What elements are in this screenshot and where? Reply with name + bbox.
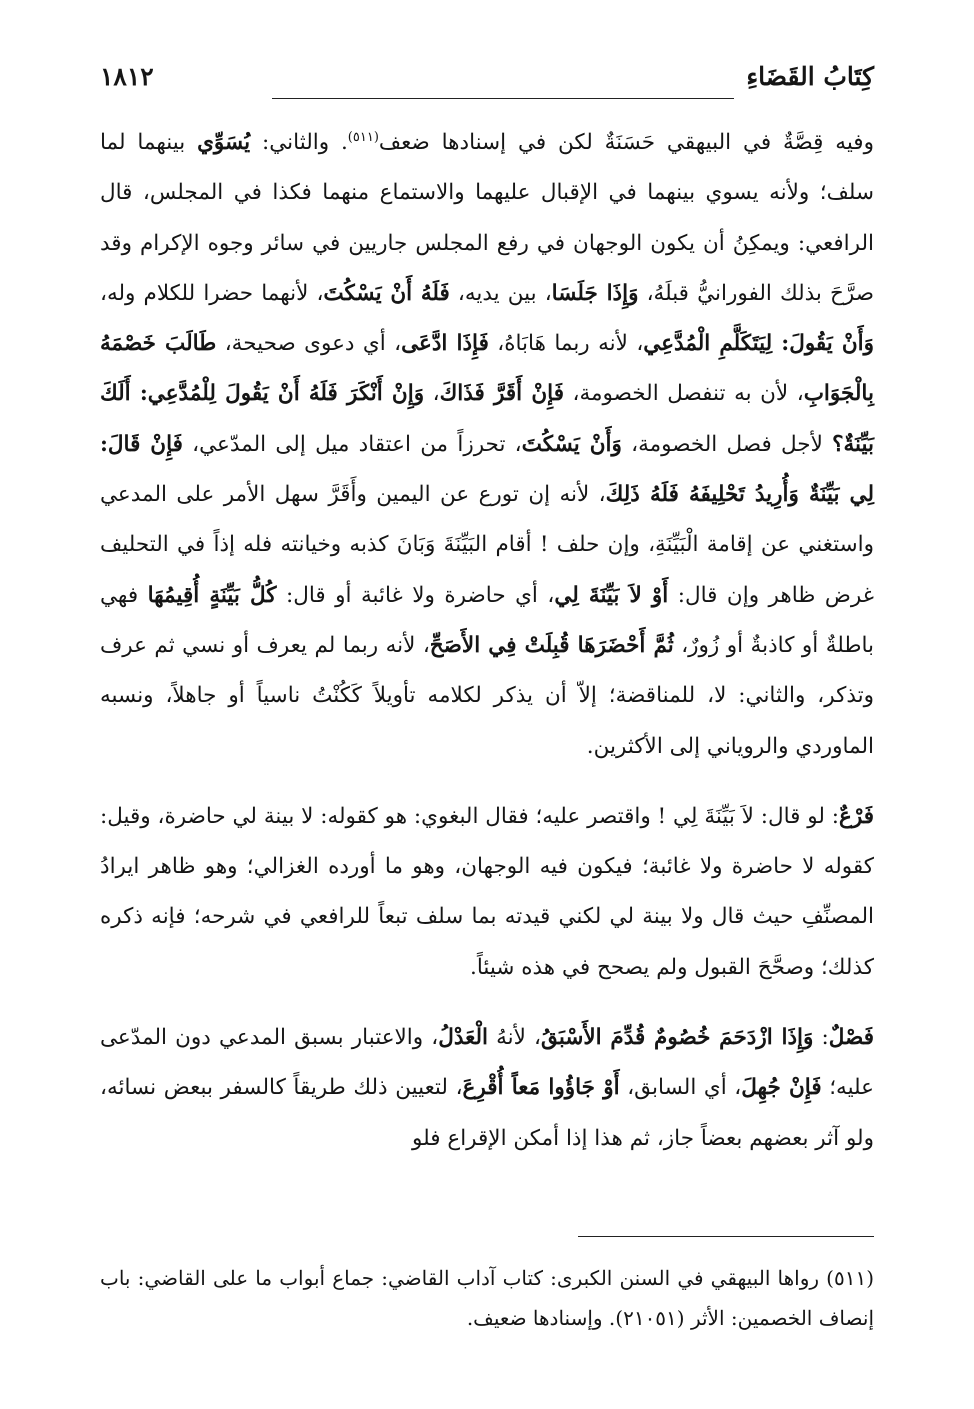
sharh-text: ، لأنه ربما لم يعرف أو نسي ثم عرف وتذكر، والثاني: لا، للمناقضة؛ إلاّ أن يذكر لكلامه تأويلاً كَكُنْتُ ناسياً أو جاهلاً، ونسبه الماوردي والروياني إلى الأكثرين. — [100, 632, 874, 759]
sharh-text: ، لأنهُ — [488, 1025, 541, 1051]
matn-text: فَإِنْ قَالَ: لِي بَيِّنَةٌ وَأُرِيدُ تَحْلِيفَهُ فَلَهُ ذَلِكَ — [100, 431, 874, 508]
matn-text: أَوْ جَاؤُوا مَعاً أُقْرِعَ — [462, 1075, 620, 1101]
matn-text: يُسَوِّي — [197, 130, 251, 155]
matn-text: أَوْ لاَ بَيِّنَةَ لِي — [554, 582, 669, 608]
matn-text: فَصْلٌ — [828, 1025, 874, 1051]
sharh-text: بينهما لما سلف؛ ولأنه يسوي بينهما في الإقبال عليهما والاستماع منهما فكذا في المجلس، قال الرافعي: ويمكِنُ أن يكون الوجهان في رفع المجلس جاريين في سائر وجوه الإكرام وقد صرَّحَ بذلك الفورانيُّ قبلَهُ، — [100, 130, 875, 306]
matn-text: طَالَبَ خَصْمَهُ بِالْجَوَابِ — [100, 331, 874, 407]
sharh-text: . والثاني: — [250, 130, 348, 155]
sharh-text: ، لأنه إن تورع عن اليمين وأَقَرَّ سهل الأمر على المدعي واستغني عن إقامة الْبَيِّنَةِ، وإن حلف ! أقام البَيِّنَةَ وَبَانَ كذبه وخيانته فله إذاً في التحليف غرض ظاهر وإن قال: — [100, 482, 874, 608]
page-number: ١٨١٢ — [100, 62, 154, 91]
sharh-text: : لو قال: لاَ بَيِّنَةَ لِي ! واقتصر عليه؛ فقال البغوي: هو كقوله: لا بينة لي حاضرة، وقيل: كقوله لا حاضرة ولا غائبة؛ فيكون فيه الوجهان، وهو ما أورده الغزالي؛ وهو ظاهر ايرادُ المصنِّفِ حيث قال ولا بينة لي لكني قيدته بما سلف تبعاً للرافعي في شرحه؛ فإنه ذكره كذلك؛ وصحَّحَ القبول ولم يصحح في هذه شيئاً. — [100, 803, 874, 980]
sharh-text: ، لأن به تنفصل الخصومة، — [563, 381, 804, 407]
matn-text: وَأَنْ يَسْكُتَ — [521, 431, 622, 457]
sharh-text: ، لأنهما حضرا للكلام وله، — [100, 280, 324, 306]
paragraph-gap — [100, 993, 874, 1013]
sharh-text: ، — [424, 381, 440, 407]
sharh-text: ، أي حاضرة ولا غائبة أو قال: — [276, 582, 555, 608]
sharh-text: لأجل فصل الخصومة، — [621, 431, 833, 457]
matn-text: فَإِذَا ادَّعَى — [401, 331, 489, 357]
footnote-ref: (٥١١) — [347, 129, 379, 145]
matn-text: فَلَهُ أَنْ يَسْكُتَ — [323, 280, 450, 306]
book-title: كِتَابُ القَضَاءِ — [746, 62, 874, 91]
matn-text: كُلُّ بَيِّنَةٍ أُقِيمُهَا — [147, 582, 277, 608]
matn-text: الْعَدْلُ — [438, 1025, 489, 1051]
body-text — [100, 118, 874, 1164]
footnote-rule — [578, 1236, 874, 1237]
sharh-text: وفيه قِصَّةٌ في البيهقي حَسَنَةٌ لكن في إسنادها ضعف — [378, 130, 874, 155]
matn-text: فَرْعٌ — [839, 803, 874, 829]
sharh-text: فهي باطلةٌ أو كاذبةٌ أو زُورٌ، — [100, 582, 874, 658]
sharh-text: ، لأنه ربما هَابَاهُ، — [488, 331, 644, 357]
sharh-text: ، لتعيين ذلك طريقاً كالسفر ببعض نسائه، ولو آثر بعضهم بعضاً جاز، ثم هذا إذا أمكن الإقراع فلو — [100, 1075, 874, 1151]
sharh-text: : — [813, 1025, 829, 1051]
matn-text: وَإِذَا جَلَسَا — [551, 280, 639, 306]
paragraph — [100, 118, 874, 772]
sharh-text: ، أي دعوى صحيحة، — [216, 331, 402, 357]
matn-text: ثُمَّ أَحْضَرَهَا قُبِلَتْ فِي الأَصَحِّ — [429, 632, 674, 658]
paragraph — [100, 792, 874, 993]
sharh-text: ، بين يديه، — [449, 280, 552, 306]
paragraph-gap — [100, 772, 874, 792]
sharh-text: ، أي السابق، — [619, 1075, 742, 1101]
header-rule — [272, 98, 734, 99]
matn-text: وَإِنْ أَنْكَرَ فَلَهُ أَنْ يَقُولَ لِلْمُدَّعِي: أَلَكَ بَيِّنَةٌ؟ — [100, 381, 874, 457]
matn-text: فَإِنْ جُهِلَ — [741, 1075, 822, 1101]
footnote-text: (٥١١) رواها البيهقي في السنن الكبرى: كتاب آداب القاضي: جماع أبواب ما على القاضي: باب إنصاف الخصمين: الأثر (٢١٠٥١). وإسنادها ضعيف. — [100, 1266, 874, 1330]
sharh-text: ، تحرزاً من اعتقاد ميل إلى المدّعي، — [182, 431, 522, 457]
matn-text: وَإِذَا ازْدَحَمَ خُصُومٌ قُدِّمَ الأَسْبَقُ — [540, 1025, 814, 1051]
matn-text: فَإِنْ أَقَرَّ فَذَاكَ — [439, 381, 564, 407]
footnote — [100, 1258, 874, 1338]
matn-text: وَأَنْ يَقُولَ: لِيَتَكَلَّمِ الْمُدَّعِي — [643, 331, 875, 357]
paragraph — [100, 1013, 874, 1164]
sharh-text: ، والاعتبار بسبق المدعي دون المدّعى عليه؛ — [100, 1025, 875, 1101]
page-header — [100, 58, 874, 100]
